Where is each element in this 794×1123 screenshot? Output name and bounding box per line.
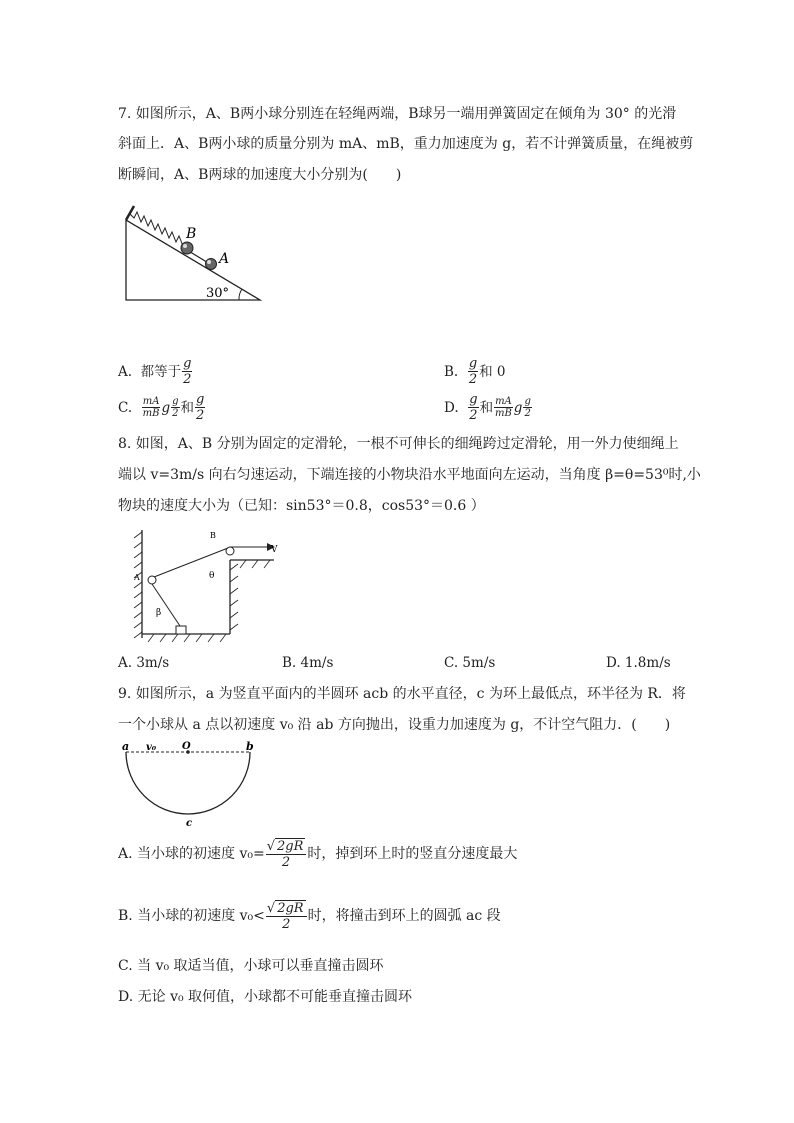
- q9-option-a[interactable]: A. 当小球的初速度 v₀= $\frac{√ 2gR}{2}$ 时，掉到环上时的竖直分速度最大: [118, 839, 518, 870]
- q7-option-c[interactable]: C. $\frac{mA}{mB}$ g $\frac{g}{2}$ 和 $\frac{g}{2}$: [118, 392, 205, 423]
- q9-semicircle-figure: [118, 738, 258, 830]
- q7-line-1: 7. 如图所示，A、B两小球分别连在轻绳两端，B球另一端用弹簧固定在倾角为 30° 的光滑: [118, 106, 677, 122]
- q8-label-theta: θ: [209, 571, 215, 581]
- q7-option-a[interactable]: A. 都等于 $\frac{g}{2}$: [118, 356, 192, 387]
- q8-pulley-figure: [124, 526, 284, 644]
- q7-label-b: B: [186, 226, 197, 242]
- q7-incline-figure: [118, 200, 268, 306]
- q8-option-a[interactable]: A. 3m/s: [118, 655, 170, 671]
- q9-option-b[interactable]: B. 当小球的初速度 v₀< $\frac{√ 2gR}{2}$ 时，将撞击到环上的圆弧 ac 段: [118, 901, 501, 932]
- q9-line-1: 9. 如图所示，a 为竖直平面内的半圆环 acb 的水平直径，c 为环上最低点，环半径为 R．将: [118, 686, 686, 702]
- q7-option-b[interactable]: B. $\frac{g}{2}$ 和 0: [444, 356, 506, 387]
- q8-line-1: 8. 如图，A、B 分别为固定的定滑轮，一根不可伸长的细绳跨过定滑轮，用一外力使细绳上: [118, 436, 679, 452]
- q9-label-b: b: [246, 740, 254, 753]
- q9-line-2: 一个小球从 a 点以初速度 v₀ 沿 ab 方向抛出，设重力加速度为 g，不计空气阻力．( ): [118, 717, 671, 733]
- q7-line-2: 斜面上．A、B两小球的质量分别为 mA、mB，重力加速度为 g，若不计弹簧质量，在绳被剪: [118, 136, 694, 152]
- q8-line-3: 物块的速度大小为（已知：sin53°＝0.8，cos53°＝0.6 ）: [118, 498, 485, 514]
- q8-label-a: A: [134, 573, 140, 582]
- q8-option-b[interactable]: B. 4m/s: [282, 655, 334, 671]
- q7-option-d[interactable]: D. $\frac{g}{2}$ 和 $\frac{mA}{mB}$ g $\frac{g}{2}$: [444, 392, 531, 423]
- q7-label-a: A: [219, 251, 230, 267]
- q8-label-beta: β: [156, 608, 162, 618]
- q8-label-b: B: [210, 531, 216, 540]
- q8-option-c[interactable]: C. 5m/s: [444, 655, 496, 671]
- q9-label-c: c: [186, 818, 193, 829]
- q8-option-d[interactable]: D. 1.8m/s: [606, 655, 671, 671]
- q9-label-v0: v₀: [146, 742, 157, 753]
- q9-option-d[interactable]: D. 无论 v₀ 取何值，小球都不可能垂直撞击圆环: [118, 989, 413, 1005]
- q7-line-3: 断瞬间，A、B两球的加速度大小分别为( ): [118, 167, 402, 183]
- q8-label-v: V: [271, 545, 278, 555]
- q9-option-c[interactable]: C. 当 v₀ 取适当值，小球可以垂直撞击圆环: [118, 958, 384, 974]
- q9-label-o: O: [182, 741, 191, 752]
- q9-label-a: a: [122, 740, 130, 753]
- q7-angle-label: 30°: [206, 286, 230, 301]
- q8-line-2: 端以 v=3m/s 向右匀速运动，下端连接的小物块沿水平地面向左运动，当角度 β=θ=53⁰时,小: [118, 467, 701, 483]
